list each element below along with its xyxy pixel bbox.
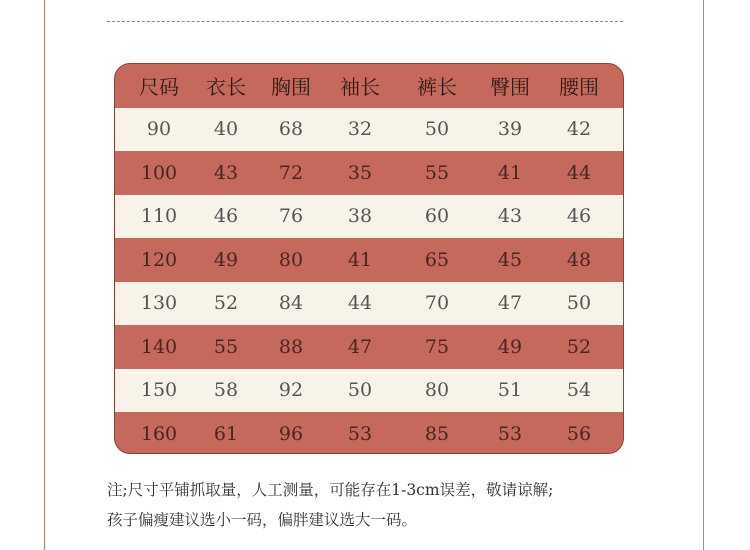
table-cell: 110 xyxy=(140,205,178,228)
table-cell: 47 xyxy=(347,335,373,358)
table-cell: 130 xyxy=(140,292,178,315)
table-cell: 42 xyxy=(566,118,592,141)
header-cell: 裤长 xyxy=(417,75,457,100)
header-cell: 衣长 xyxy=(206,75,246,100)
table-cell: 120 xyxy=(140,248,178,271)
table-cell: 140 xyxy=(140,335,178,358)
table-cell: 43 xyxy=(497,205,523,228)
table-cell: 65 xyxy=(424,248,450,271)
header-cell: 袖长 xyxy=(340,75,380,100)
table-cell: 44 xyxy=(347,292,373,315)
table-cell: 46 xyxy=(566,205,592,228)
table-cell: 53 xyxy=(497,422,523,445)
table-cell: 100 xyxy=(140,161,178,184)
table-cell: 49 xyxy=(497,335,523,358)
table-cell: 55 xyxy=(213,335,239,358)
table-cell: 75 xyxy=(424,335,450,358)
header-cell: 臀围 xyxy=(490,75,530,100)
table-cell: 50 xyxy=(424,118,450,141)
table-cell: 52 xyxy=(566,335,592,358)
table-cell: 43 xyxy=(213,161,239,184)
table-cell: 150 xyxy=(140,379,178,402)
size-table xyxy=(114,63,624,454)
left-frame-line xyxy=(44,0,45,550)
table-cell: 56 xyxy=(566,422,592,445)
header-cell: 腰围 xyxy=(559,75,599,100)
table-cell: 160 xyxy=(140,422,178,445)
table-cell: 61 xyxy=(213,422,239,445)
table-cell: 39 xyxy=(497,118,523,141)
size-note-line-2: 孩子偏瘦建议选小一码，偏胖建议选大一码。 xyxy=(107,511,418,529)
table-row xyxy=(115,325,623,369)
table-cell: 96 xyxy=(278,422,304,445)
table-cell: 90 xyxy=(146,118,172,141)
right-frame-line xyxy=(703,0,704,550)
table-cell: 35 xyxy=(347,161,373,184)
table-row xyxy=(115,108,623,152)
table-cell: 58 xyxy=(213,379,239,402)
table-row xyxy=(115,238,623,282)
table-cell: 47 xyxy=(497,292,523,315)
table-cell: 45 xyxy=(497,248,523,271)
table-header-row xyxy=(115,64,623,108)
table-cell: 80 xyxy=(278,248,304,271)
table-row xyxy=(115,369,623,413)
dotted-divider xyxy=(107,21,623,22)
table-cell: 46 xyxy=(213,205,239,228)
table-cell: 84 xyxy=(278,292,304,315)
table-cell: 52 xyxy=(213,292,239,315)
table-cell: 92 xyxy=(278,379,304,402)
table-cell: 72 xyxy=(278,161,304,184)
table-cell: 60 xyxy=(424,205,450,228)
table-cell: 80 xyxy=(424,379,450,402)
table-cell: 41 xyxy=(497,161,523,184)
table-cell: 55 xyxy=(424,161,450,184)
table-cell: 48 xyxy=(566,248,592,271)
table-cell: 44 xyxy=(566,161,592,184)
table-cell: 49 xyxy=(213,248,239,271)
table-cell: 54 xyxy=(566,379,592,402)
table-cell: 40 xyxy=(213,118,239,141)
table-row xyxy=(115,151,623,195)
table-cell: 70 xyxy=(424,292,450,315)
table-cell: 32 xyxy=(347,118,373,141)
table-cell: 41 xyxy=(347,248,373,271)
table-cell: 50 xyxy=(347,379,373,402)
table-cell: 50 xyxy=(566,292,592,315)
table-cell: 38 xyxy=(347,205,373,228)
table-cell: 85 xyxy=(424,422,450,445)
table-cell: 68 xyxy=(278,118,304,141)
header-cell: 尺码 xyxy=(139,75,179,100)
table-row xyxy=(115,412,623,454)
header-cell: 胸围 xyxy=(271,75,311,100)
size-note-line-1: 注;尺寸平铺抓取量，人工测量，可能存在1-3cm误差，敬请谅解; xyxy=(107,481,554,499)
table-cell: 51 xyxy=(497,379,523,402)
table-row xyxy=(115,195,623,239)
table-cell: 76 xyxy=(278,205,304,228)
table-cell: 53 xyxy=(347,422,373,445)
table-cell: 88 xyxy=(278,335,304,358)
table-row xyxy=(115,282,623,326)
